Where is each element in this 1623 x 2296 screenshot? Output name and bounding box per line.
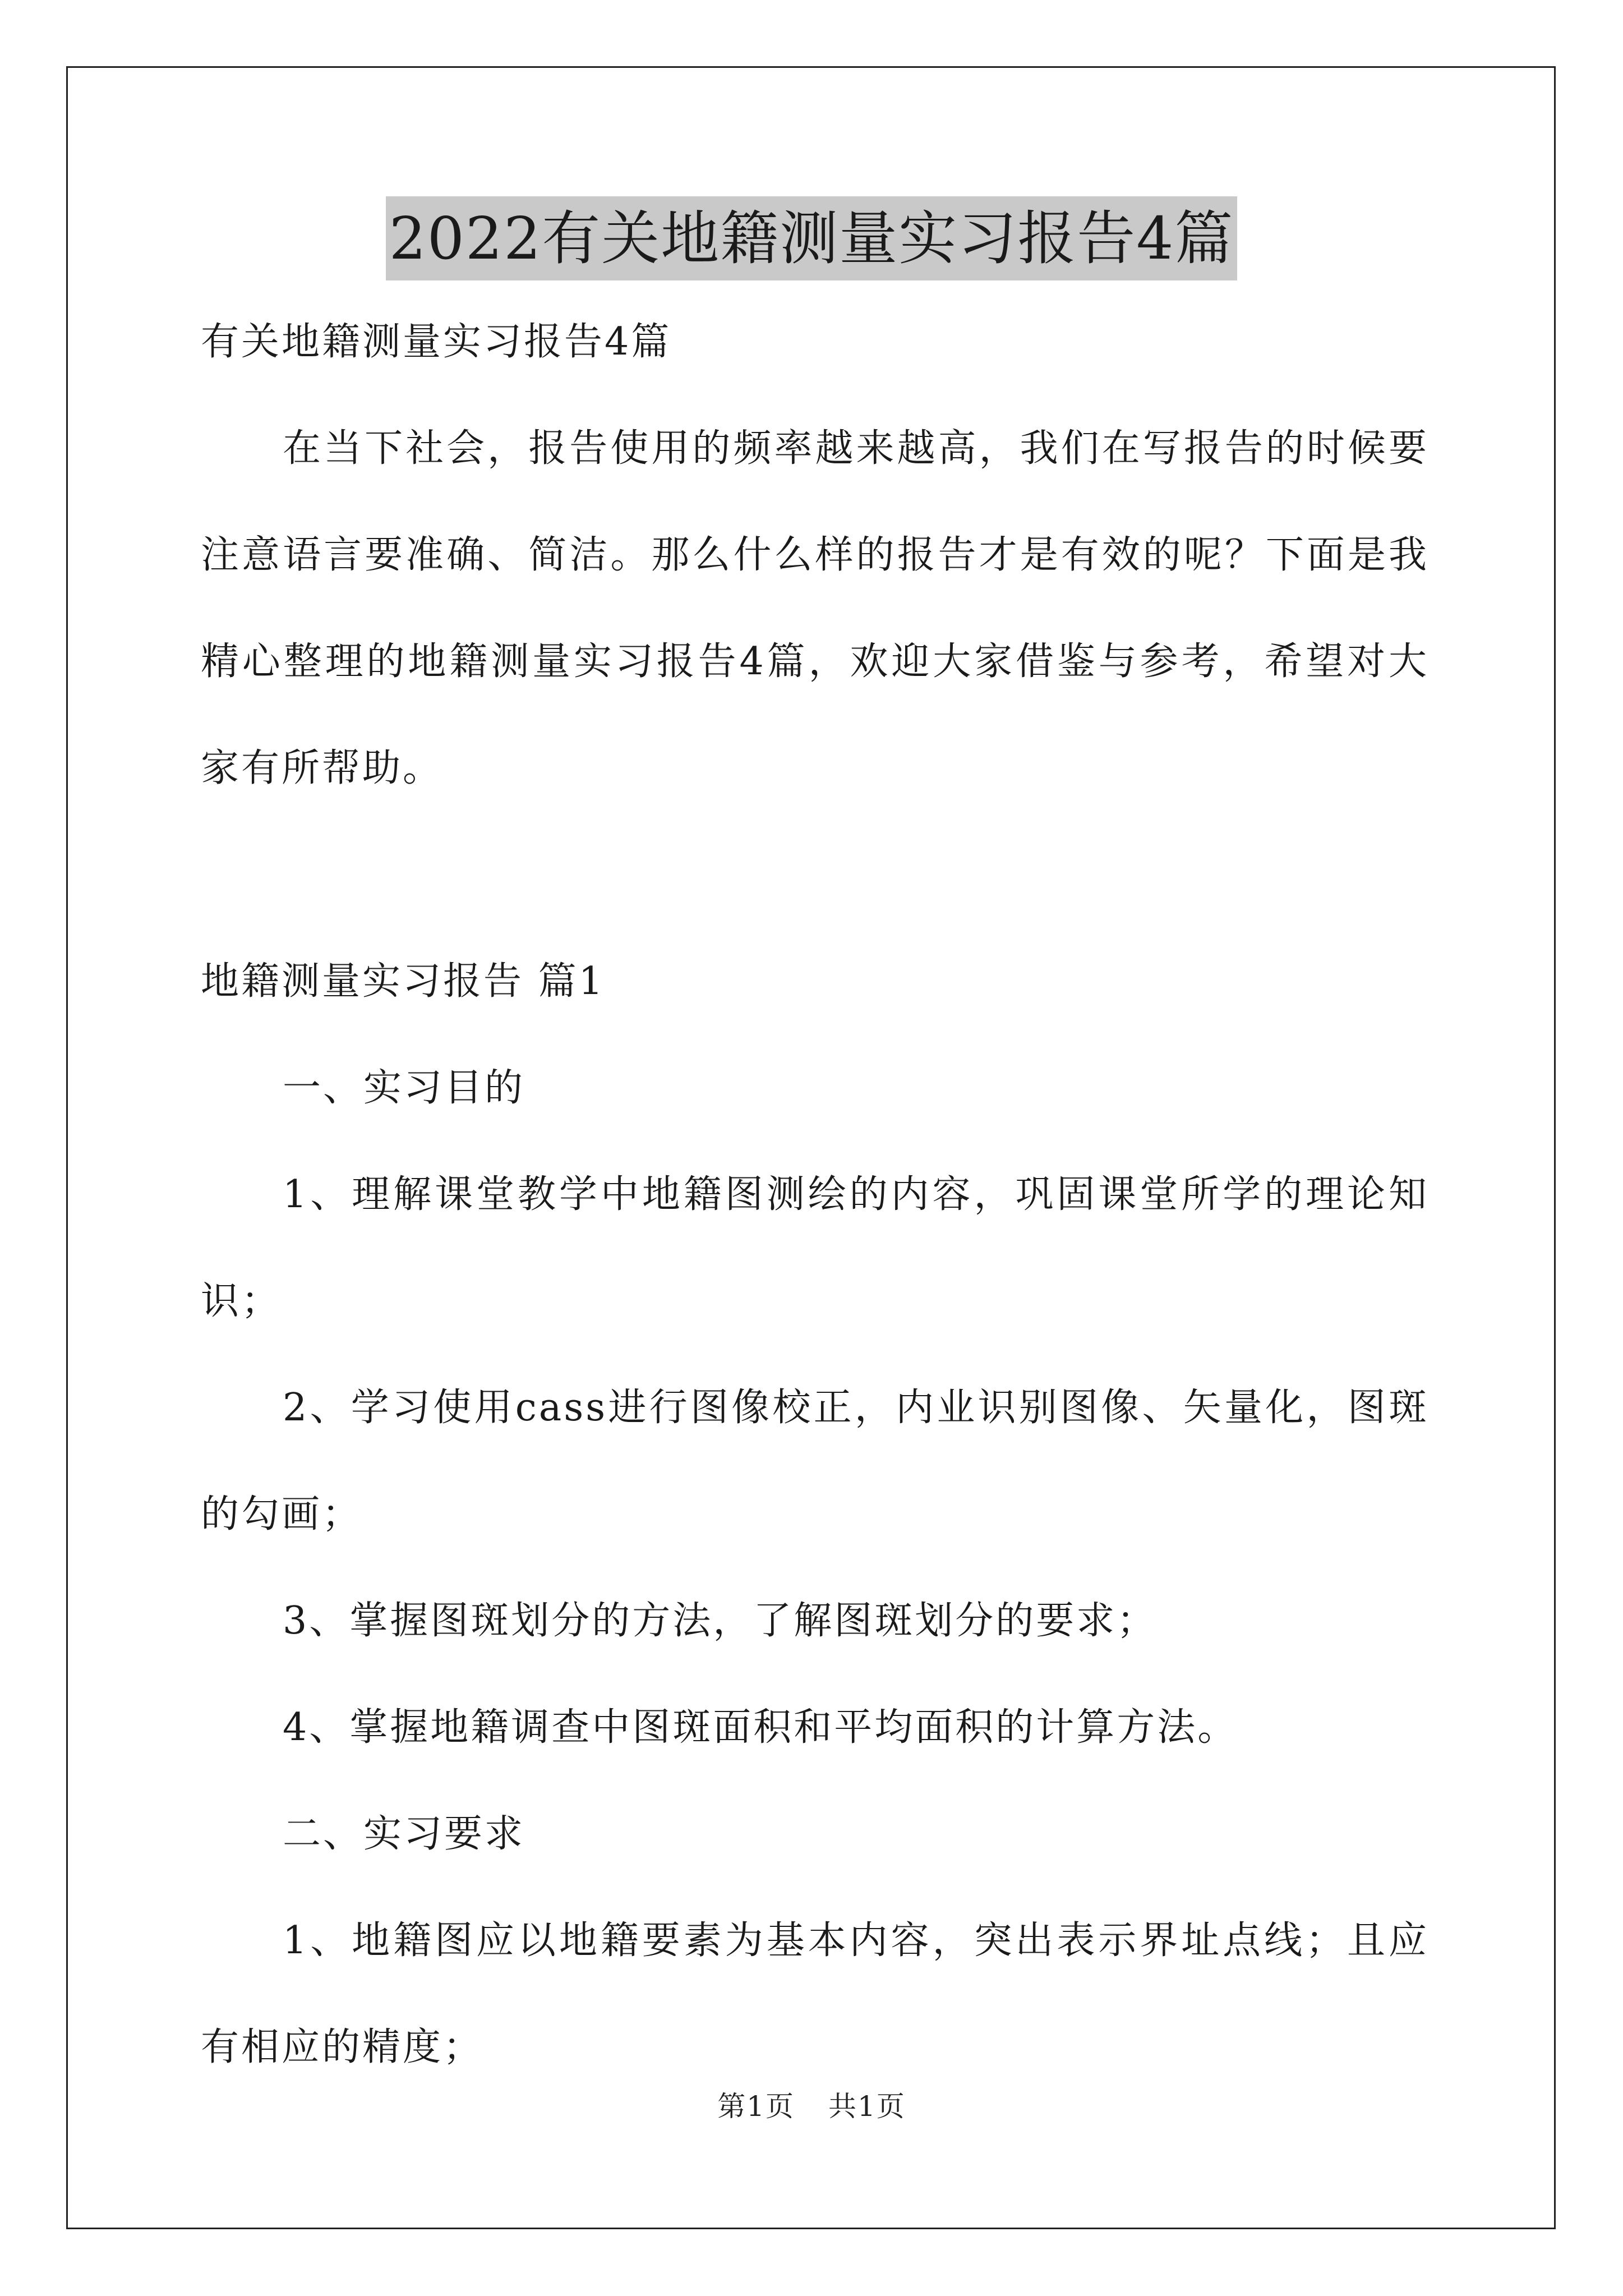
document-title: 2022有关地籍测量实习报告4篇 <box>386 196 1238 280</box>
title-container <box>0 196 1623 280</box>
page-number-current: 第1页 <box>717 2090 795 2123</box>
part2-heading: 二、实习要求 <box>283 1812 525 1856</box>
document-body <box>201 289 1429 2101</box>
intro-paragraph: 在当下社会，报告使用的频率越来越高，我们在写报告的时候要注意语言要准确、简洁。那么什么样的报告才是有效的呢？下面是我精心整理的地籍测量实习报告4篇，欢迎大家借鉴与参考，希望对大家有所帮助。 <box>201 426 1429 790</box>
part1-item: 3、掌握图斑划分的方法，了解图斑划分的要求； <box>283 1599 1158 1643</box>
document-subtitle: 有关地籍测量实习报告4篇 <box>201 320 672 364</box>
page-footer <box>0 2084 1623 2124</box>
page-number-total: 共1页 <box>828 2090 906 2123</box>
part1-item: 2、学习使用cass进行图像校正，内业识别图像、矢量化，图斑的勾画； <box>201 1386 1429 1536</box>
part1-item: 4、掌握地籍调查中图斑面积和平均面积的计算方法。 <box>283 1705 1238 1750</box>
section-heading: 地籍测量实习报告 篇1 <box>201 959 605 1004</box>
part1-item: 1、理解课堂教学中地籍图测绘的内容，巩固课堂所学的理论知识； <box>201 1172 1429 1323</box>
part2-item: 1、地籍图应以地籍要素为基本内容，突出表示界址点线；且应有相应的精度； <box>201 1918 1429 2069</box>
part1-heading: 一、实习目的 <box>283 1066 525 1110</box>
